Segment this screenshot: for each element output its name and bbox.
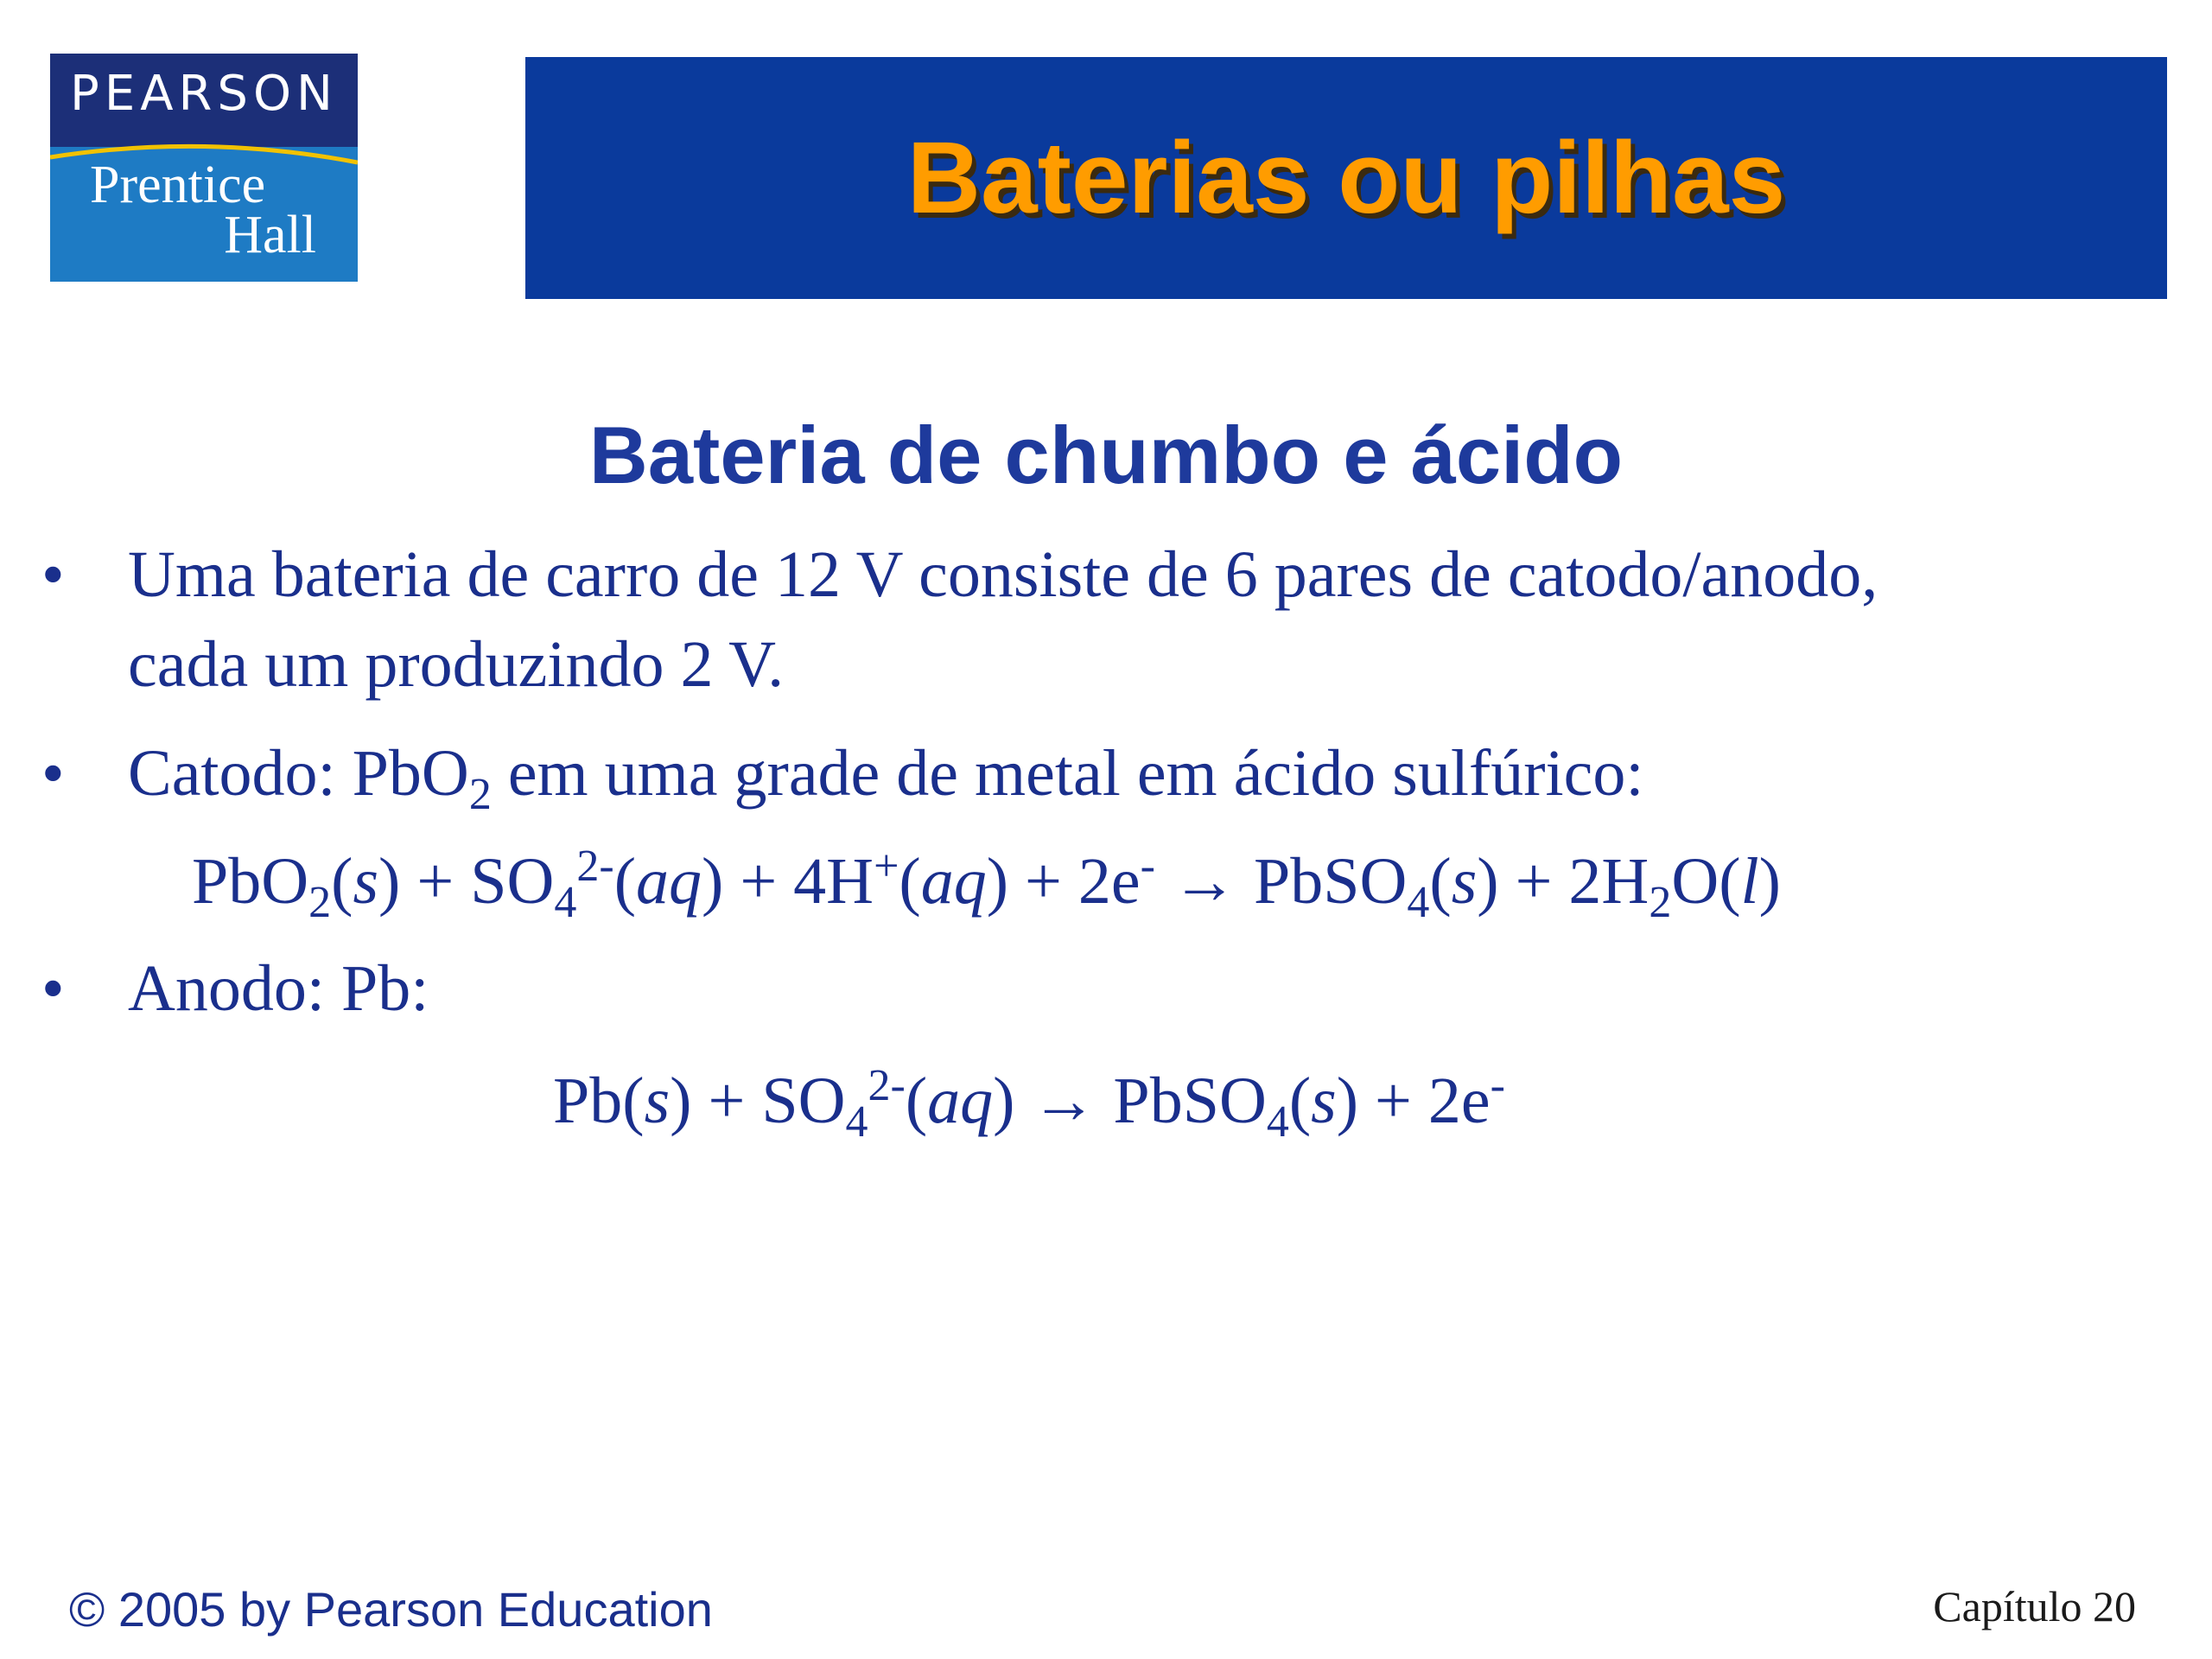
logo-hall-text: Hall (224, 206, 316, 264)
bullet-1-line-2: cada um produzindo 2 V. (128, 628, 785, 701)
bullet-1-line-1: Uma bateria de carro de 12 V consiste de 6 pares de catodo/anodo, (128, 538, 1878, 611)
slide-subtitle: Bateria de chumbo e ácido (588, 410, 1624, 500)
logo-prentice-text: Prentice (90, 156, 266, 214)
bullet-item-3 (41, 944, 429, 1033)
bullet-3-text: Anodo: Pb: (128, 952, 429, 1025)
bullet-1-text (128, 530, 1878, 709)
bullet-item-2 (41, 728, 1644, 818)
cathode-equation: $PbO_2(s) + SO_4^{2-}(aq) + 4H^+(aq) + 2e^-$ → PbSO$_4$(s) + $2H_2O(l)$ (192, 842, 1781, 927)
pearson-prentice-hall-logo (50, 54, 358, 282)
bullet-icon: • (41, 538, 65, 611)
logo-pearson-text: PEARSON (70, 66, 338, 122)
chapter-footer: Capítulo 20 (1933, 1582, 2136, 1630)
bullet-item-1 (41, 530, 1878, 709)
bullet-icon: • (41, 737, 65, 810)
anode-equation: $Pb(s) + SO_4^{2-}(aq)$ → PbSO$_4$(s) + 2e- (553, 1061, 1505, 1147)
copyright-footer: © 2005 by Pearson Education (69, 1582, 713, 1637)
title-bar (525, 57, 2167, 299)
slide-title: Baterias ou pilhas (906, 121, 1786, 235)
bullet-2-text: Catodo: PbO$_2$ em uma grade de metal em ácido sulfúrico: (128, 737, 1644, 819)
bullet-icon: • (41, 952, 65, 1025)
